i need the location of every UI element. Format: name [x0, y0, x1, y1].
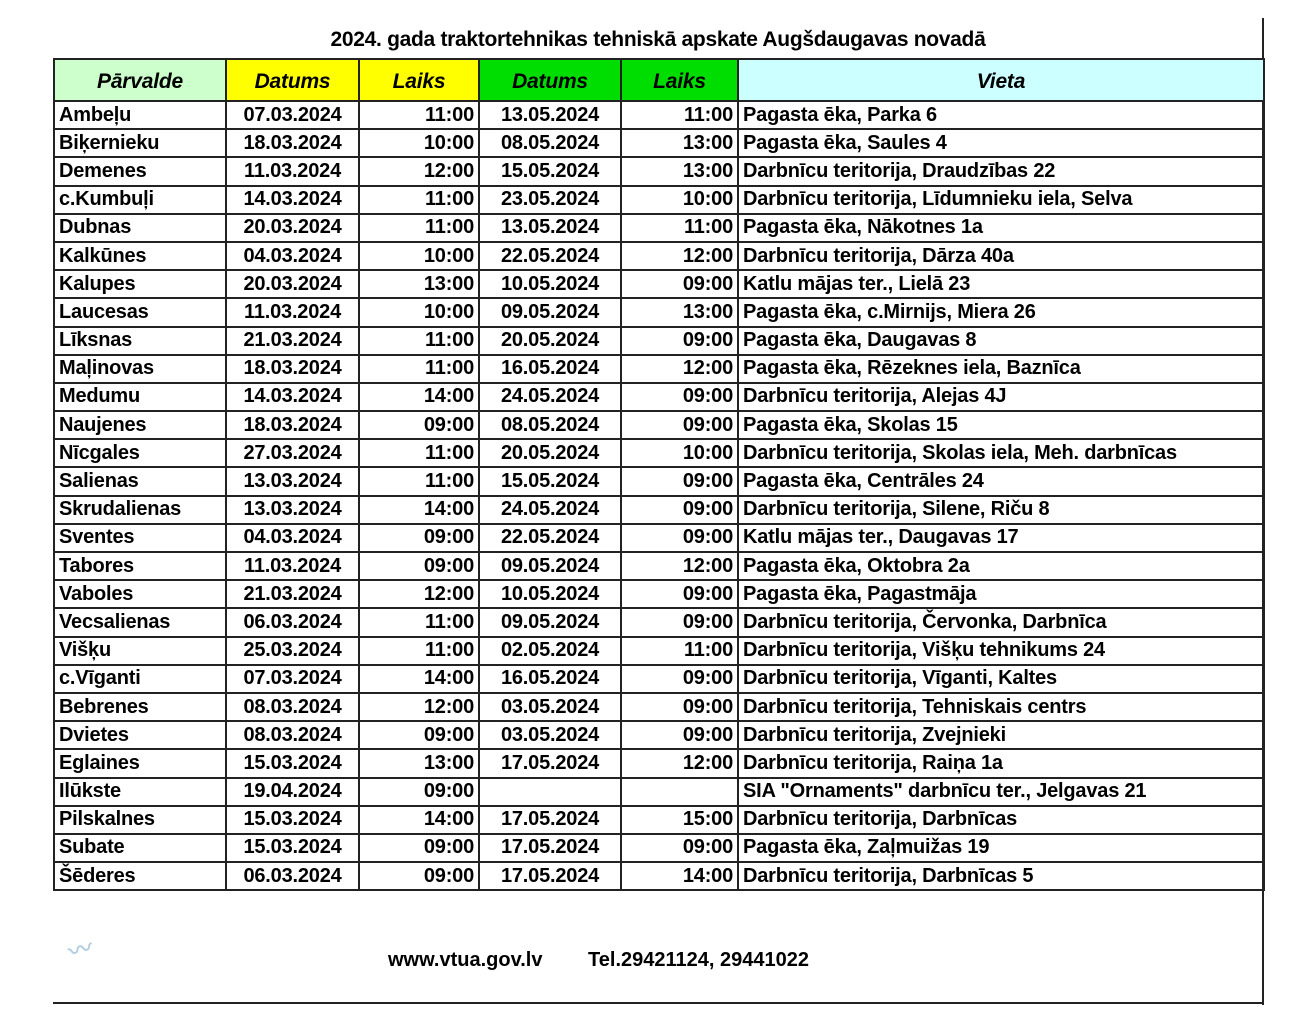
cell-laiks-2: 15:00	[621, 806, 738, 834]
cell-parvalde: Subate	[54, 834, 226, 862]
cell-parvalde: Ilūkste	[54, 778, 226, 806]
header-laiks-1: Laiks	[359, 59, 479, 101]
cell-parvalde: Ambeļu	[54, 101, 226, 129]
cell-laiks-2: 09:00	[621, 467, 738, 495]
cell-parvalde: Biķernieku	[54, 129, 226, 157]
cell-laiks-1: 11:00	[359, 214, 479, 242]
cell-laiks-2: 12:00	[621, 355, 738, 383]
cell-laiks-1: 12:00	[359, 693, 479, 721]
cell-laiks-1: 14:00	[359, 496, 479, 524]
cell-parvalde: Bebrenes	[54, 693, 226, 721]
frame-line-bottom	[53, 1002, 1264, 1004]
table-row	[54, 467, 1264, 495]
cell-laiks-1: 14:00	[359, 383, 479, 411]
table-row	[54, 101, 1264, 129]
cell-laiks-2: 10:00	[621, 186, 738, 214]
cell-parvalde: Nīcgales	[54, 439, 226, 467]
table-row	[54, 778, 1264, 806]
table-row	[54, 327, 1264, 355]
cell-datums-1: 07.03.2024	[226, 665, 359, 693]
cell-datums-2: 22.05.2024	[479, 242, 621, 270]
cell-laiks-1: 09:00	[359, 721, 479, 749]
cell-datums-2: 09.05.2024	[479, 298, 621, 326]
cell-parvalde: Kalupes	[54, 270, 226, 298]
cell-parvalde: Demenes	[54, 157, 226, 185]
header-vieta: Vieta	[738, 59, 1264, 101]
table-row	[54, 298, 1264, 326]
table-row	[54, 186, 1264, 214]
cell-vieta: Darbnīcu teritorija, Līdumnieku iela, Selva	[738, 186, 1264, 214]
cell-datums-2: 17.05.2024	[479, 749, 621, 777]
table-row	[54, 439, 1264, 467]
cell-datums-2: 24.05.2024	[479, 383, 621, 411]
cell-laiks-2: 09:00	[621, 693, 738, 721]
cell-parvalde: Sventes	[54, 524, 226, 552]
cell-laiks-1: 14:00	[359, 665, 479, 693]
table-row	[54, 721, 1264, 749]
cell-datums-2: 03.05.2024	[479, 693, 621, 721]
cell-parvalde: Maļinovas	[54, 355, 226, 383]
cell-datums-2: 17.05.2024	[479, 834, 621, 862]
table-row	[54, 129, 1264, 157]
cell-datums-1: 19.04.2024	[226, 778, 359, 806]
cell-datums-2: 09.05.2024	[479, 552, 621, 580]
cell-laiks-1: 11:00	[359, 101, 479, 129]
table-row	[54, 580, 1264, 608]
table-row	[54, 242, 1264, 270]
table-row	[54, 693, 1264, 721]
cell-laiks-2: 09:00	[621, 411, 738, 439]
cell-vieta: Pagasta ēka, Parka 6	[738, 101, 1264, 129]
cell-vieta: Pagasta ēka, Skolas 15	[738, 411, 1264, 439]
cell-laiks-2: 09:00	[621, 327, 738, 355]
footer-website: www.vtua.gov.lv	[388, 949, 543, 971]
cell-parvalde: c.Vīganti	[54, 665, 226, 693]
cell-vieta: Pagasta ēka, Centrāles 24	[738, 467, 1264, 495]
cell-datums-1: 20.03.2024	[226, 270, 359, 298]
cell-parvalde: Višķu	[54, 637, 226, 665]
cell-laiks-2: 14:00	[621, 862, 738, 890]
cell-datums-2: 20.05.2024	[479, 439, 621, 467]
cell-laiks-2: 13:00	[621, 298, 738, 326]
cell-laiks-1: 09:00	[359, 524, 479, 552]
cell-laiks-2: 11:00	[621, 637, 738, 665]
cell-parvalde: Skrudalienas	[54, 496, 226, 524]
cell-laiks-2: 09:00	[621, 383, 738, 411]
cell-datums-1: 13.03.2024	[226, 467, 359, 495]
cell-parvalde: Eglaines	[54, 749, 226, 777]
cell-datums-1: 13.03.2024	[226, 496, 359, 524]
table-row	[54, 552, 1264, 580]
cell-vieta: Darbnīcu teritorija, Raiņa 1a	[738, 749, 1264, 777]
cell-parvalde: Salienas	[54, 467, 226, 495]
cell-datums-2: 15.05.2024	[479, 157, 621, 185]
page-title: 2024. gada traktortehnikas tehniskā apskate Augšdaugavas novadā	[330, 28, 986, 51]
cell-laiks-2: 13:00	[621, 157, 738, 185]
cell-datums-1: 06.03.2024	[226, 608, 359, 636]
cell-vieta: Darbnīcu teritorija, Červonka, Darbnīca	[738, 608, 1264, 636]
table-row	[54, 749, 1264, 777]
cell-datums-2	[479, 778, 621, 806]
cell-laiks-2: 10:00	[621, 439, 738, 467]
cell-parvalde: Šēderes	[54, 862, 226, 890]
cell-vieta: Pagasta ēka, Saules 4	[738, 129, 1264, 157]
cell-datums-2: 08.05.2024	[479, 411, 621, 439]
table-row	[54, 355, 1264, 383]
cell-parvalde: Medumu	[54, 383, 226, 411]
table-row	[54, 608, 1264, 636]
cell-vieta: Darbnīcu teritorija, Draudzības 22	[738, 157, 1264, 185]
cell-datums-2: 10.05.2024	[479, 270, 621, 298]
cell-laiks-2: 13:00	[621, 129, 738, 157]
cell-laiks-2: 09:00	[621, 580, 738, 608]
cell-laiks-1: 11:00	[359, 439, 479, 467]
cell-laiks-2: 09:00	[621, 834, 738, 862]
cell-laiks-1: 09:00	[359, 862, 479, 890]
header-laiks-2: Laiks	[621, 59, 738, 101]
footer	[388, 949, 809, 972]
cell-laiks-2: 11:00	[621, 101, 738, 129]
cell-laiks-1: 11:00	[359, 327, 479, 355]
cell-datums-1: 07.03.2024	[226, 101, 359, 129]
cell-vieta: Darbnīcu teritorija, Zvejnieki	[738, 721, 1264, 749]
table-row	[54, 157, 1264, 185]
cell-vieta: SIA "Ornaments" darbnīcu ter., Jelgavas 21	[738, 778, 1264, 806]
cell-laiks-2: 09:00	[621, 721, 738, 749]
cell-datums-2: 09.05.2024	[479, 608, 621, 636]
cell-laiks-2	[621, 778, 738, 806]
cell-laiks-2: 09:00	[621, 608, 738, 636]
cell-datums-2: 24.05.2024	[479, 496, 621, 524]
cell-laiks-2: 09:00	[621, 524, 738, 552]
cell-vieta: Pagasta ēka, Rēzeknes iela, Baznīca	[738, 355, 1264, 383]
cell-laiks-2: 09:00	[621, 270, 738, 298]
cell-datums-1: 27.03.2024	[226, 439, 359, 467]
cell-datums-1: 25.03.2024	[226, 637, 359, 665]
cell-datums-2: 13.05.2024	[479, 214, 621, 242]
footer-phone: Tel.29421124, 29441022	[588, 949, 809, 971]
cell-laiks-1: 09:00	[359, 834, 479, 862]
cell-datums-1: 18.03.2024	[226, 129, 359, 157]
cell-datums-1: 08.03.2024	[226, 721, 359, 749]
table-row	[54, 834, 1264, 862]
cell-vieta: Katlu mājas ter., Daugavas 17	[738, 524, 1264, 552]
cell-datums-2: 10.05.2024	[479, 580, 621, 608]
cell-datums-1: 11.03.2024	[226, 157, 359, 185]
header-datums-2: Datums	[479, 59, 621, 101]
cell-vieta: Pagasta ēka, c.Mirnijs, Miera 26	[738, 298, 1264, 326]
cell-laiks-1: 12:00	[359, 157, 479, 185]
cell-vieta: Pagasta ēka, Daugavas 8	[738, 327, 1264, 355]
cell-parvalde: Kalkūnes	[54, 242, 226, 270]
header-datums-1: Datums	[226, 59, 359, 101]
cell-datums-1: 15.03.2024	[226, 806, 359, 834]
table-row	[54, 637, 1264, 665]
cell-laiks-1: 11:00	[359, 186, 479, 214]
cell-vieta: Darbnīcu teritorija, Silene, Riču 8	[738, 496, 1264, 524]
cell-parvalde: Dvietes	[54, 721, 226, 749]
cell-laiks-2: 11:00	[621, 214, 738, 242]
cell-datums-2: 08.05.2024	[479, 129, 621, 157]
cell-laiks-1: 13:00	[359, 270, 479, 298]
cell-laiks-2: 12:00	[621, 552, 738, 580]
cell-datums-2: 17.05.2024	[479, 806, 621, 834]
table-row	[54, 383, 1264, 411]
cell-datums-1: 18.03.2024	[226, 355, 359, 383]
cell-datums-1: 11.03.2024	[226, 298, 359, 326]
cell-datums-2: 17.05.2024	[479, 862, 621, 890]
cell-laiks-1: 14:00	[359, 806, 479, 834]
cell-datums-2: 02.05.2024	[479, 637, 621, 665]
cell-laiks-2: 09:00	[621, 665, 738, 693]
cell-datums-2: 16.05.2024	[479, 355, 621, 383]
cell-parvalde: Naujenes	[54, 411, 226, 439]
cell-datums-2: 20.05.2024	[479, 327, 621, 355]
cell-laiks-1: 09:00	[359, 411, 479, 439]
cell-datums-1: 15.03.2024	[226, 749, 359, 777]
header-parvalde: Pārvalde	[54, 59, 226, 101]
table-row	[54, 806, 1264, 834]
cell-vieta: Darbnīcu teritorija, Dārza 40a	[738, 242, 1264, 270]
cell-laiks-1: 12:00	[359, 580, 479, 608]
cell-datums-2: 16.05.2024	[479, 665, 621, 693]
cell-laiks-1: 11:00	[359, 608, 479, 636]
cell-vieta: Pagasta ēka, Nākotnes 1a	[738, 214, 1264, 242]
inspection-schedule-table	[53, 58, 1265, 891]
cell-vieta: Darbnīcu teritorija, Alejas 4J	[738, 383, 1264, 411]
table-row	[54, 214, 1264, 242]
cell-datums-2: 22.05.2024	[479, 524, 621, 552]
cell-datums-1: 06.03.2024	[226, 862, 359, 890]
cell-laiks-2: 12:00	[621, 242, 738, 270]
cell-laiks-1: 10:00	[359, 242, 479, 270]
cell-vieta: Pagasta ēka, Oktobra 2a	[738, 552, 1264, 580]
cell-datums-2: 03.05.2024	[479, 721, 621, 749]
cell-vieta: Darbnīcu teritorija, Tehniskais centrs	[738, 693, 1264, 721]
cell-parvalde: Pilskalnes	[54, 806, 226, 834]
cell-datums-2: 23.05.2024	[479, 186, 621, 214]
cell-datums-2: 15.05.2024	[479, 467, 621, 495]
table-row	[54, 496, 1264, 524]
cell-laiks-1: 11:00	[359, 467, 479, 495]
cell-datums-1: 04.03.2024	[226, 524, 359, 552]
cell-laiks-2: 12:00	[621, 749, 738, 777]
table-row	[54, 665, 1264, 693]
cell-vieta: Pagasta ēka, Pagastmāja	[738, 580, 1264, 608]
cell-vieta: Pagasta ēka, Zaļmuižas 19	[738, 834, 1264, 862]
cell-laiks-1: 10:00	[359, 298, 479, 326]
cell-parvalde: Dubnas	[54, 214, 226, 242]
cell-vieta: Darbnīcu teritorija, Vīganti, Kaltes	[738, 665, 1264, 693]
cell-datums-1: 18.03.2024	[226, 411, 359, 439]
cell-laiks-1: 09:00	[359, 778, 479, 806]
cell-laiks-1: 13:00	[359, 749, 479, 777]
table-row	[54, 270, 1264, 298]
table-row	[54, 524, 1264, 552]
cell-vieta: Darbnīcu teritorija, Skolas iela, Meh. darbnīcas	[738, 439, 1264, 467]
cell-vieta: Darbnīcu teritorija, Darbnīcas	[738, 806, 1264, 834]
cell-datums-1: 14.03.2024	[226, 383, 359, 411]
cell-vieta: Darbnīcu teritorija, Darbnīcas 5	[738, 862, 1264, 890]
cell-datums-1: 04.03.2024	[226, 242, 359, 270]
cell-parvalde: Līksnas	[54, 327, 226, 355]
cell-vieta: Darbnīcu teritorija, Višķu tehnikums 24	[738, 637, 1264, 665]
cell-datums-1: 21.03.2024	[226, 327, 359, 355]
header-row	[54, 59, 1264, 101]
cell-vieta: Katlu mājas ter., Lielā 23	[738, 270, 1264, 298]
table-row	[54, 411, 1264, 439]
cell-datums-1: 11.03.2024	[226, 552, 359, 580]
cell-laiks-1: 11:00	[359, 637, 479, 665]
cell-datums-1: 20.03.2024	[226, 214, 359, 242]
cell-datums-1: 14.03.2024	[226, 186, 359, 214]
cell-datums-2: 13.05.2024	[479, 101, 621, 129]
cell-laiks-2: 09:00	[621, 496, 738, 524]
cell-laiks-1: 10:00	[359, 129, 479, 157]
cell-parvalde: Tabores	[54, 552, 226, 580]
cell-laiks-1: 09:00	[359, 552, 479, 580]
cell-datums-1: 15.03.2024	[226, 834, 359, 862]
cell-parvalde: Vaboles	[54, 580, 226, 608]
cell-datums-1: 21.03.2024	[226, 580, 359, 608]
cell-laiks-1: 11:00	[359, 355, 479, 383]
cell-datums-1: 08.03.2024	[226, 693, 359, 721]
cell-parvalde: Vecsalienas	[54, 608, 226, 636]
cell-parvalde: Laucesas	[54, 298, 226, 326]
cell-parvalde: c.Kumbuļi	[54, 186, 226, 214]
table-row	[54, 862, 1264, 890]
watermark-logo: 〰	[65, 934, 96, 967]
